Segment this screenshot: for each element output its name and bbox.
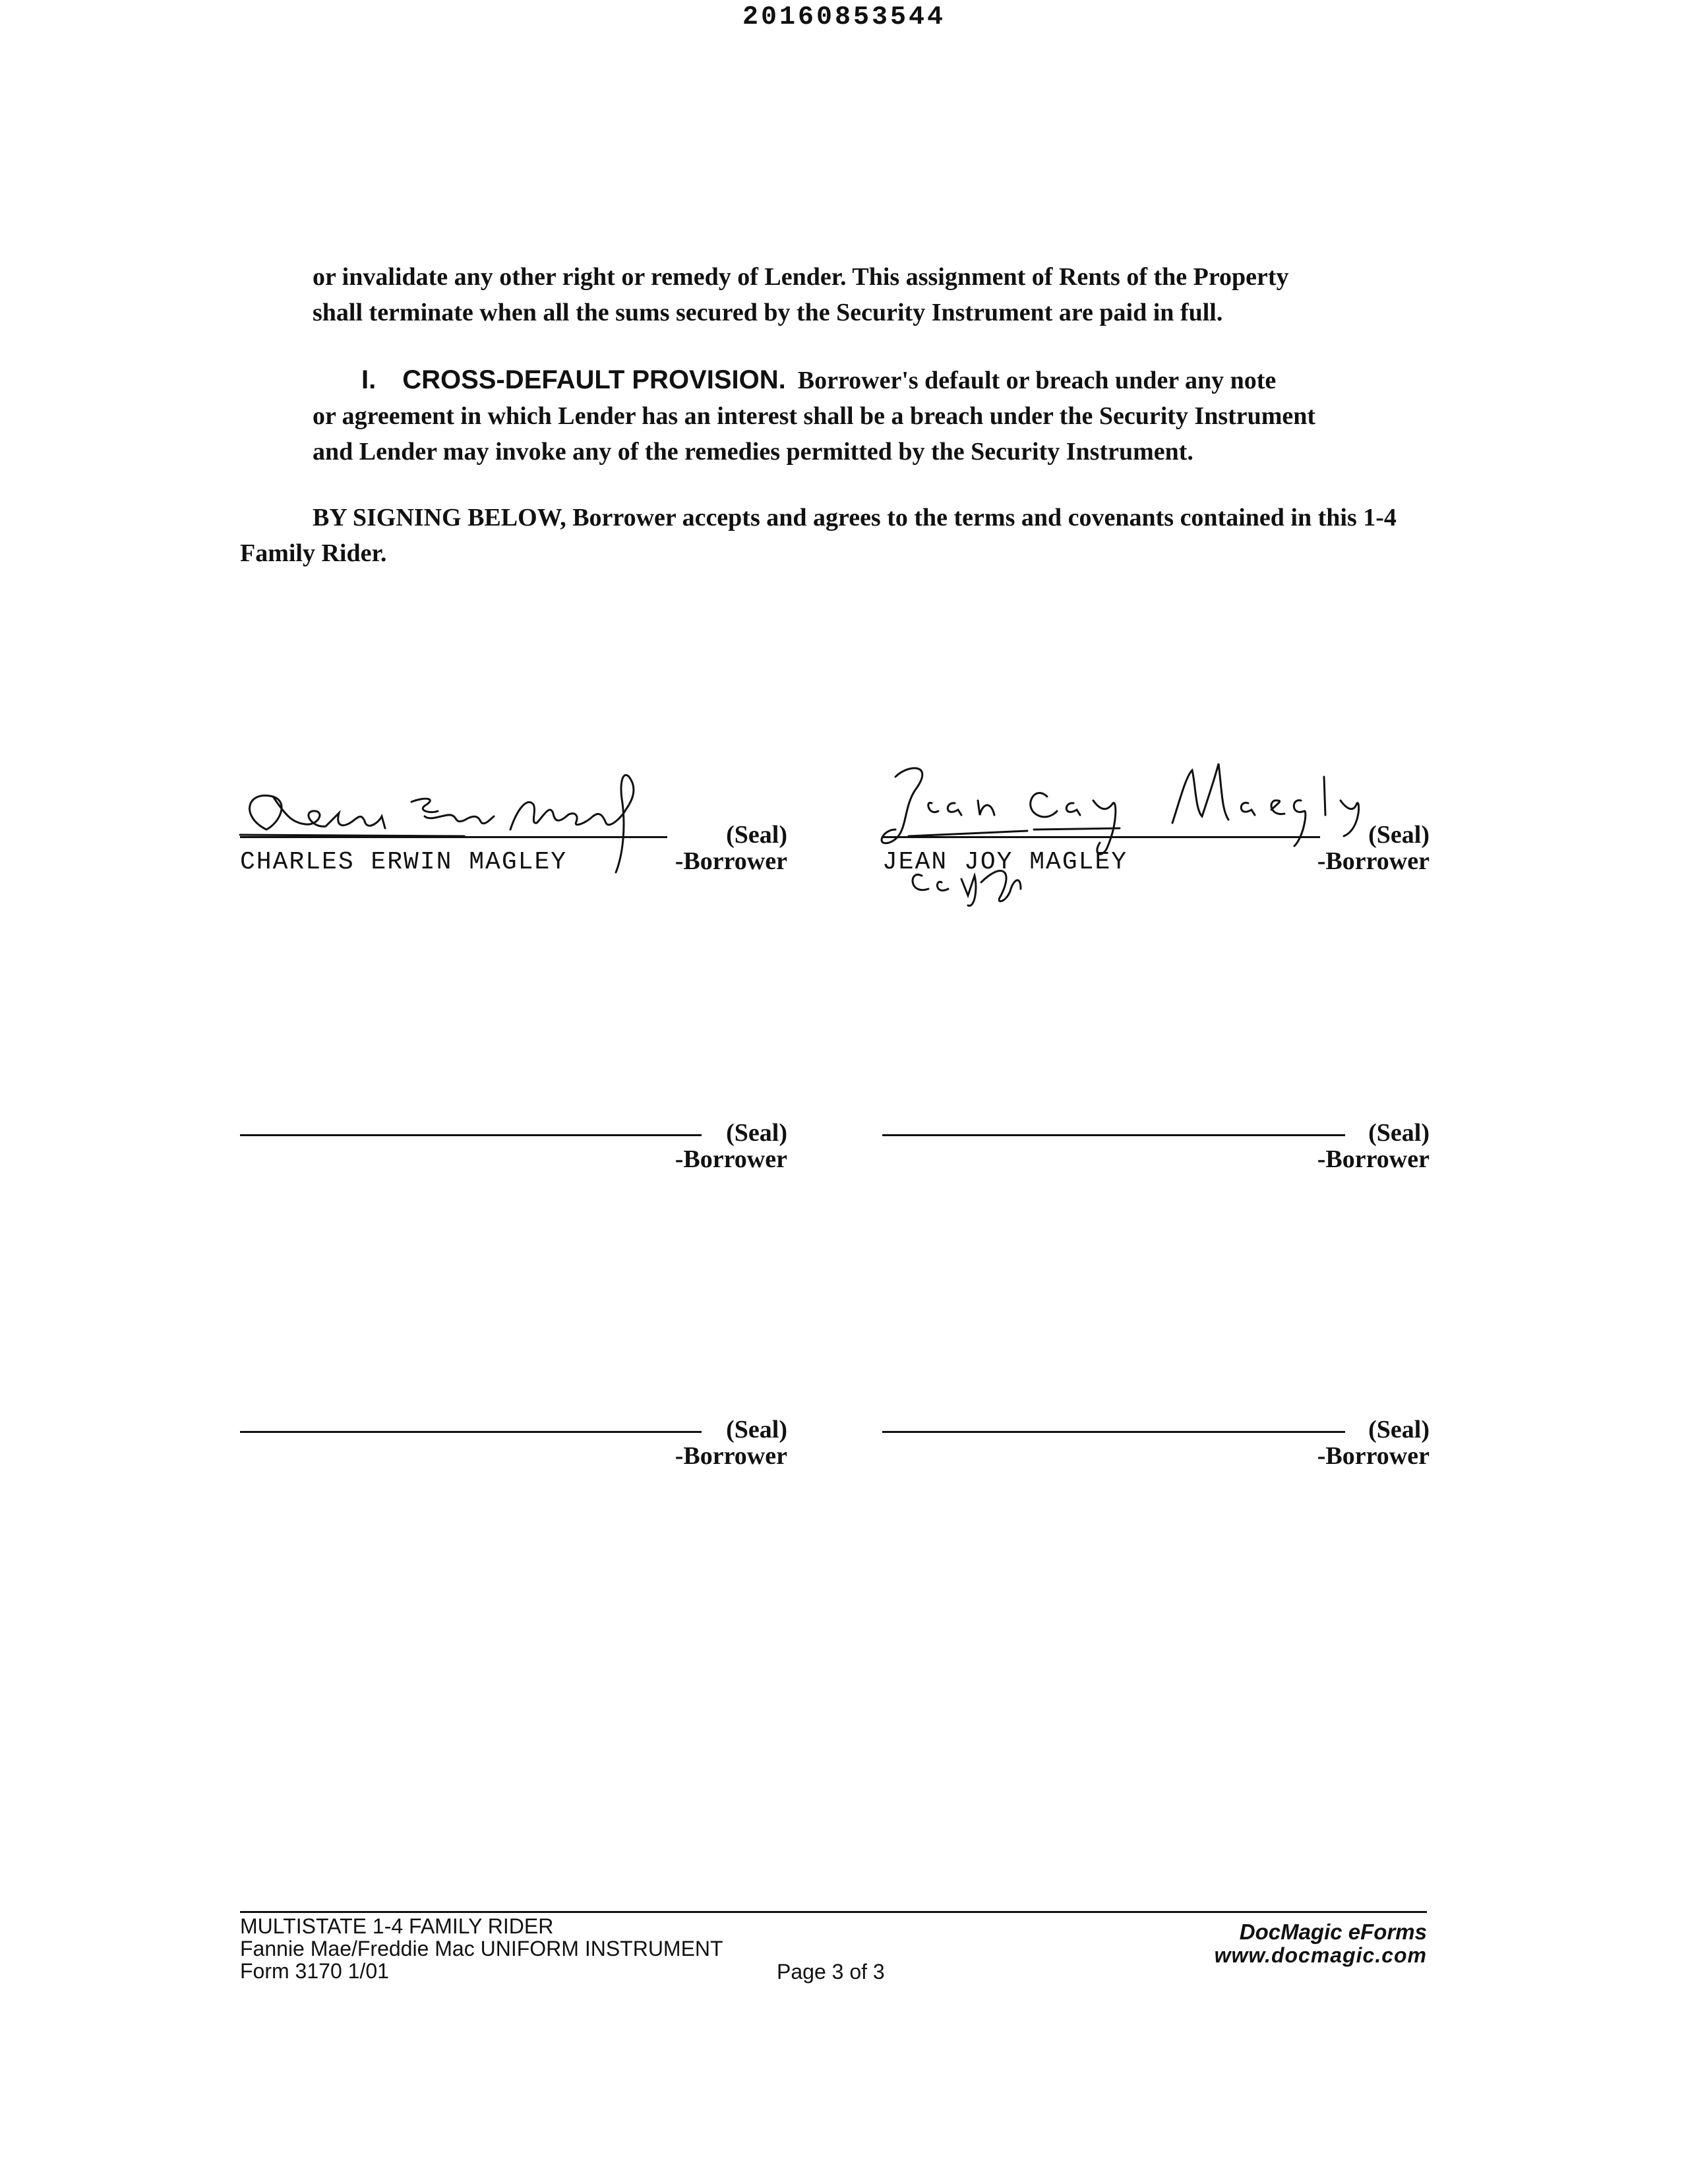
paragraph-line: or agreement in which Lender has an interest shall be a breach under the Security Instrument xyxy=(313,402,1316,430)
borrower-label: -Borrower xyxy=(1317,847,1430,875)
signature-line[interactable] xyxy=(240,836,667,838)
seal-label: (Seal) xyxy=(726,1119,787,1147)
page-number: Page 3 of 3 xyxy=(777,1960,885,1984)
section-letter: I. xyxy=(361,365,377,394)
signature-line[interactable] xyxy=(240,1134,702,1136)
paragraph-line: shall terminate when all the sums secured by the Security Instrument are paid in full. xyxy=(313,299,1223,326)
seal-label: (Seal) xyxy=(1368,1416,1430,1443)
footer-brand xyxy=(1215,1920,1427,1966)
seal-label: (Seal) xyxy=(726,1416,787,1443)
signature-line[interactable] xyxy=(240,1431,702,1433)
form-identification xyxy=(240,1915,723,1982)
paragraph-line: Family Rider. xyxy=(240,539,387,567)
signature-line[interactable] xyxy=(882,1431,1345,1433)
form-instrument: Fannie Mae/Freddie Mac UNIFORM INSTRUMENT xyxy=(240,1937,723,1960)
signing-statement xyxy=(240,500,1440,571)
signature-block-borrower-6 xyxy=(882,1405,1430,1477)
signature-block-borrower-1 xyxy=(240,810,787,882)
borrower-label: -Borrower xyxy=(1317,1145,1430,1173)
signature-block-borrower-2 xyxy=(882,810,1430,882)
docmagic-url[interactable]: www.docmagic.com xyxy=(1214,1943,1427,1967)
handwritten-signature xyxy=(869,737,1383,909)
paragraph-line: Borrower's default or breach under any note xyxy=(797,367,1277,394)
footer-rule xyxy=(240,1911,1427,1913)
seal-label: (Seal) xyxy=(1368,821,1430,849)
section-title: CROSS-DEFAULT PROVISION. xyxy=(402,365,786,394)
borrower-label: -Borrower xyxy=(1317,1442,1430,1470)
signature-block-borrower-5 xyxy=(240,1405,787,1477)
signature-block-borrower-4 xyxy=(882,1108,1430,1180)
signature-line[interactable] xyxy=(882,836,1320,838)
signature-line[interactable] xyxy=(882,1134,1345,1136)
form-number: Form 3170 1/01 xyxy=(240,1959,389,1983)
cross-default-paragraph xyxy=(313,362,1381,470)
signer-name: CHARLES ERWIN MAGLEY xyxy=(240,848,568,876)
docmagic-logo: DocMagic eForms xyxy=(1239,1920,1427,1944)
paragraph-line: and Lender may invoke any of the remedies permitted by the Security Instrument. xyxy=(313,438,1193,466)
paragraph-line: BY SIGNING BELOW, Borrower accepts and agrees to the terms and covenants contained in this 1-4 xyxy=(313,504,1397,531)
form-title: MULTISTATE 1-4 FAMILY RIDER xyxy=(240,1914,554,1938)
seal-label: (Seal) xyxy=(726,821,787,849)
borrower-label: -Borrower xyxy=(675,1442,787,1470)
borrower-label: -Borrower xyxy=(675,847,787,875)
signature-block-borrower-3 xyxy=(240,1108,787,1180)
signer-name: JEAN JOY MAGLEY xyxy=(882,848,1128,876)
recording-number: 20160853544 xyxy=(742,3,946,32)
seal-label: (Seal) xyxy=(1368,1119,1430,1147)
borrower-label: -Borrower xyxy=(675,1145,787,1173)
continued-paragraph xyxy=(313,259,1381,330)
paragraph-line: or invalidate any other right or remedy of Lender. This assignment of Rents of the Property xyxy=(313,263,1289,291)
